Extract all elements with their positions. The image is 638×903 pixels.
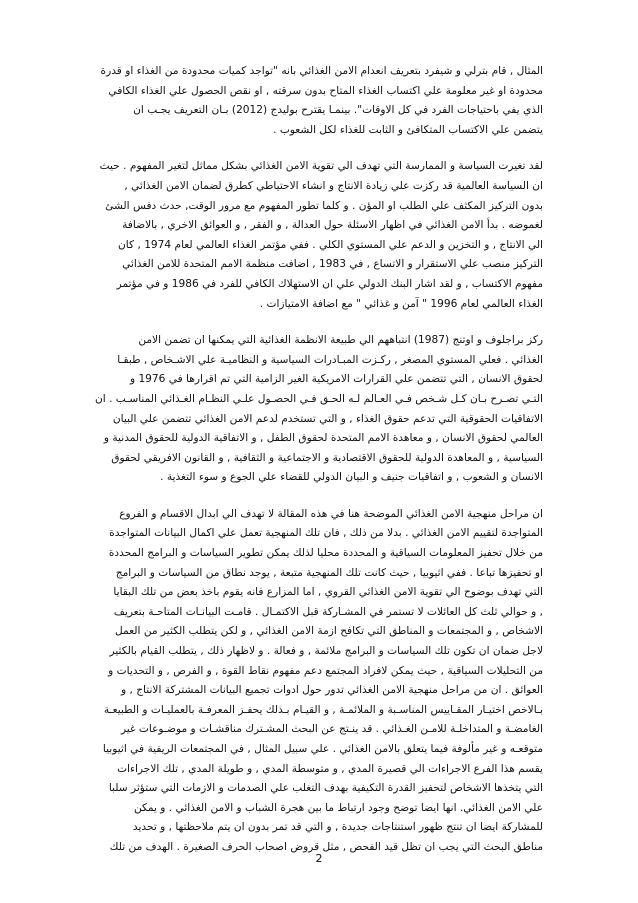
text-line: الاتفاقيات الحقوقية التي تدعم حقوق الغذاء , و التي تستخدم لدعم الامن الغذائي تتضمن علي البيان [112, 412, 543, 425]
text-line: يتضمن علي الاكتساب المتكافئ و الثابت للغذاء لكل الشعوب . [273, 123, 543, 136]
text-line: التـي تصـرح بـان كـل شـخص فـي العـالم لـه الحـق فـي الحصـول علـي النظـام الغـذائي المناسـب . ان [94, 392, 543, 405]
text-line: لحقوق الانسان , التي تتضمن علي القرارات الامريكية الغير الزامية التي تم اقرارها في 1976 و [129, 373, 543, 386]
text-line: التركيز منصب علي الاستقرار و الاتساع , في 1983 , اضافت منظمة الامم المتحدة للامن الغذائي [122, 258, 543, 271]
text-line: الاشخاص , و المجتمعات و المناطق التي تكافح ازمة الامن الغذائي , و لكن يتطلب الكثير من العمل [115, 625, 543, 638]
text-line: للمشاركة ايضا ان تنتج ظهور استنتاجات جديدة , و التي قد تمر بدون ان يتم ملاحظتها , و تحديد [132, 821, 543, 834]
text-line: بـالاخص اختيـار المقـاييس المناسـبة و الملائمـة , و القيـام بـذلك يحفـز المعرفـة بالعمليـات و الطبيعـة [103, 703, 543, 716]
paragraph-1 [95, 62, 543, 140]
text-line: او تحفيزها تباعا . ففي اثيوبيا , حيث كانت تلك المنهجية متبعة , يوجد نطاق من السياسات و البرامج [115, 566, 543, 579]
text-line: المتواجدة لتقييم الامن الغذائي . بدلا من ذلك , فان تلك المنهجية تعمل علي اكمال البيانات المتواجدة [109, 527, 543, 540]
text-line: من خلال تحفيز المعلومات السياقية و المحددة محليا لذلك يمكن تطوير السياسات و البرامج المحددة [108, 547, 543, 560]
paragraph-4 [95, 505, 543, 858]
document-body [95, 62, 543, 875]
text-line: , و حوالي ثلث كل العائلات لا تستمر في المشـاركة قبل الاكتمـال . قامـت البيانـات المتاحـة بتعريف [113, 605, 543, 618]
text-line: متوقعـه و غير مألوفة فيما يتعلق بالامن الغذائي . علي سبيل المثال , في المجتمعات الريفية في اثيوبيا [102, 743, 543, 755]
text-line: مناطق البحث التي يجب ان تظل قيد الفحص , مثل قروض اصحاب الحرف الصغيرة . الهدف من تلك [109, 840, 543, 853]
text-line: العوائق . ان من مراحل منهجية الامن الغذائي تدور حول ادوات تجميع البيانات المشتركة الانتاج , و [120, 684, 543, 697]
text-line: ان مراحل منهجية الامن الغذائي الموضحة هنا في هذه المقالة لا تهدف الي ابدال الاقسام و الفروع [119, 507, 543, 520]
text-line: الي الانتاج , و التخزين و الدعم علي المستوي الكلي . ففي مؤتمر الغذاء العالمي لعام 1974 , كان [118, 238, 543, 251]
paragraph-2 [95, 157, 543, 314]
text-line: ان السياسة العالمية قد ركزت علي زيادة الانتاج و انشاء الاحتياطي كطرق لضمان الامن الغذائي , [124, 179, 543, 192]
text-line: محدودة او غير معلومة علي اكتساب الغذاء المتاح بدون سرقته , او نقص الحصول علي الغذاء الكافي [108, 84, 543, 97]
text-line: العالمي لحقوق الانسان , و معاهدة الامم المتحدة لحقوق الطفل , و الاتفاقية الدولية للحقوق المدنية و [103, 432, 543, 445]
text-line: الانسان و الشعوب , و اتفاقيات جنيف و البيان الدولي للقضاء علي الجوع و سوء التغذية . [160, 471, 543, 484]
text-line: التي تهدف بوضوح الي تقوية الامن الغذائي القروي , اما المزارع فانه يقوم باخذ بعض من تلك البقايا [113, 586, 543, 599]
text-line: الغامضـة و المتداخلـة للامـن الغـذائي . قد ينـتج عن البحث المشـترك مناقشـات و موضـوعات غير [120, 723, 543, 736]
text-line: السياسية , و المعاهدة الدولية للحقوق الاقتصادية و الاجتماعية و الثقافية , و القانون الافريقي لحقوق [111, 451, 543, 464]
text-line: التي يتخذها الاشخاص لتحفيز القدرة التكيفية بهدف التغلب علي الصدمات و الازمات التي ستؤثر سلبا [108, 782, 543, 795]
text-line: ركز براجلوف و اوتنج (1987) انتباههم الي طبيعة الانظمة الغذائية التي يمكنها ان تضمن الامن [138, 334, 543, 347]
page-number: 2 [315, 852, 323, 865]
text-line: الغذائي . فعلي المستوي المصغر , ركـزت المبـادرات السياسية و النظاميـة علي الاشـخاص , طبقـا [117, 353, 543, 366]
text-line: الغذاء العالمي لعام 1996 " آمن و غذائي " مع اضافة الامتيازات . [259, 297, 543, 310]
text-line: لقد تغيرت السياسة و الممارسة التي تهدف الي تقوية الامن الغذائي بشكل مماثل لتغير المفهوم . حيث [99, 160, 543, 173]
text-line: الذي يفي باحتياجات الفرد في كل الاوقات". بينمـا يقترح بوليدج (2012) بـان التعريف يجـب ان [133, 104, 543, 117]
text-line: يقسم هذا الفرع الاجراءات الي قصيرة المدي , و متوسطة المدي , و طويلة المدي , تلك الاجراءات [117, 762, 543, 775]
text-line: من التحليلات السياقية , حيث يمكن لافراد المجتمع دعم مفهوم نقاط القوة , و الفرص , و التحديات و [108, 664, 543, 677]
text-line: لاجل ضمان ان تكون تلك السياسات و البرامج ملائمة , و فعالة . و لاظهار ذلك , يتطلب القيام بالكثير [109, 645, 543, 658]
text-line: بدون التركيز المكثف علي الطلب او المؤن . و كلما تطور المفهوم مع مرور الوقت, حدث دفس الشئ [105, 199, 543, 212]
text-line: مفهوم الاكتساب , و لقد اشار البنك الدولي علي ان الاستهلاك الكافي للفرد في 1986 و في مؤتمر [116, 277, 543, 290]
text-line: المثال , قام بترلي و شيفرد بتعريف انعدام الامن الغذائي بانه "تواجد كميات محدودة من الغذاء او قدرة [100, 65, 543, 77]
text-line: علي الامن الغذائي. انها ايضا توضح وجود ارتباط ما بين هجرة الشباب و الامن الغذائي . و يمكن [133, 801, 543, 814]
text-line: لغموضه . بدأ الامن الغذائي في اظهار الاسئلة حول العدالة , و الفقر , و العوائق الاخري , بالاضافة [122, 219, 543, 232]
paragraph-3 [95, 331, 543, 488]
